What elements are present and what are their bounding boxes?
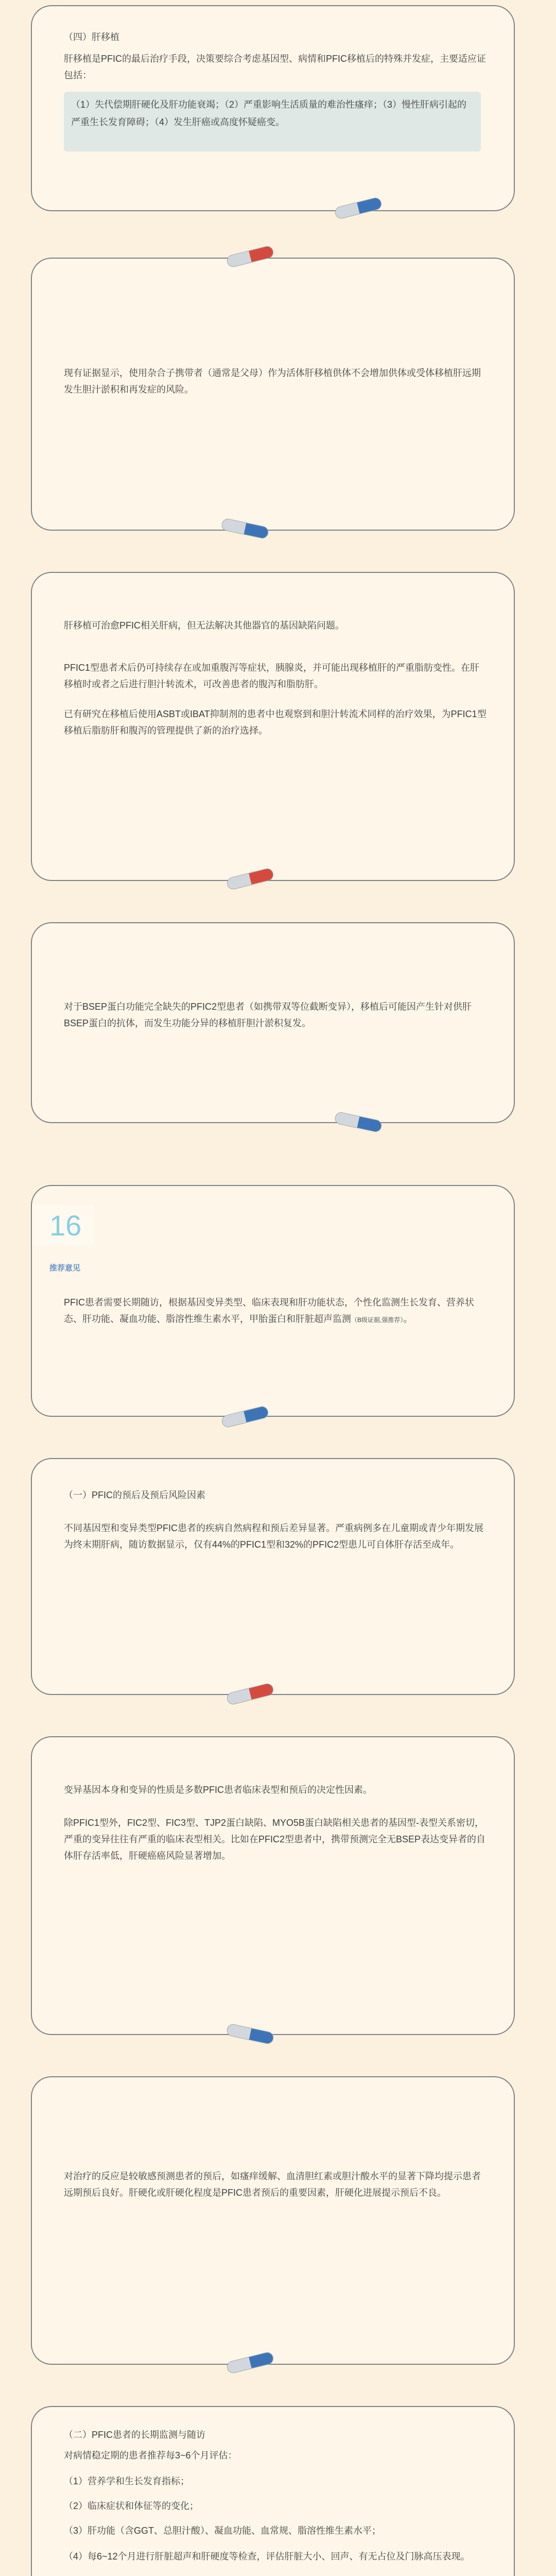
paragraph: 肝移植可治愈PFIC相关肝病，但无法解决其他器官的基因缺陷问题。 — [64, 620, 344, 631]
paragraph: 对病情稳定期的患者推荐每3~6个月评估： — [64, 2450, 237, 2461]
punct: 。 — [403, 1314, 413, 1324]
card-liver-transplant — [31, 5, 515, 211]
list-item: （4）每6~12个月进行肝脏超声和肝硬度等检查，评估肝脏大小、回声、有无占位及门脉高压表现。 — [64, 2551, 470, 2562]
evidence-grade: （B级证据,强推荐） — [351, 1316, 404, 1324]
paragraph: 现有证据显示，使用杂合子携带者（通常是父母）作为活体肝移植供体不会增加供体或受体移植肝远期发生胆汁淤积和再发症的风险。 — [64, 368, 481, 395]
list-item: （1）营养学和生长发育指标； — [64, 2476, 190, 2486]
card-living-donor — [31, 258, 515, 531]
card-monitoring — [31, 2406, 515, 2576]
section-heading: （一）PFIC的预后及预后风险因素 — [64, 1490, 205, 1500]
list-item: （3）肝功能（含GGT、总胆汁酸）、凝血功能、血常规、脂溶性维生素水平； — [64, 2526, 381, 2536]
paragraph: PFIC1型患者术后仍可持续存在或加重腹泻等症状，胰腺炎，并可能出现移植肝的严重脂肪变性。在肝移植时或者之后进行胆汁转流术，可改善患者的腹泻和脂肪肝。 — [64, 663, 480, 689]
indications-list: （1）失代偿期肝硬化及肝功能衰竭；（2）严重影响生活质量的难治性瘙痒；（3）慢性肝病引起的严重生长发育障碍；（4）发生肝癌或高度怀疑癌变。 — [71, 99, 467, 127]
paragraph: 已有研究在移植后使用ASBT或IBAT抑制剂的患者中也观察到和胆汁转流术同样的治疗效果，为PFIC1型移植后脂肪肝和腹泻的管理提供了新的治疗选择。 — [64, 709, 486, 736]
card-prognosis — [31, 1458, 515, 1695]
card-genotype-phenotype — [31, 1736, 515, 2035]
paragraph: 对于BSEP蛋白功能完全缺失的PFIC2型患者（如携带双等位截断变异），移植后可能因产生针对供肝BSEP蛋白的抗体，而发生功能分异的移植肝胆汁淤积复发。 — [64, 1002, 472, 1028]
card-recommendation-16 — [31, 1185, 515, 1417]
section-heading: （四）肝移植 — [64, 32, 119, 42]
paragraph: 不同基因型和变异类型PFIC患者的疾病自然病程和预后差异显著。严重病例多在儿童期或青少年期发展为终末期肝病，随访数据显示，仅有44%的PFIC1型和32%的PFIC2型患儿可自体肝存活至成年。 — [64, 1523, 483, 1550]
recommendation-number: 16 — [49, 1209, 82, 1242]
paragraph: 除PFIC1型外，FIC2型、FIC3型、TJP2蛋白缺陷、MYO5B蛋白缺陷相关患者的基因型-表型关系密切，严重的变异往往有严重的临床表型相关。比如在PFIC2型患者中，携带预测完全无BSEP表达变异者的自体肝存活率低，肝硬癌癌风险显著增加。 — [64, 1818, 486, 1861]
list-item: （2）临床症状和体征等的变化； — [64, 2501, 199, 2511]
paragraph: 对治疗的反应是较敏感预测患者的预后，如瘙痒缓解、血清胆红素或胆汁酸水平的显著下降均提示患者远期预后良好。肝硬化或肝硬化程度是PFIC患者预后的重要因素，肝硬化进展提示预后不良。 — [64, 2171, 481, 2198]
paragraph: 肝移植是PFIC的最后治疗手段，决策要综合考虑基因型、病情和PFIC移植后的特殊并发症，主要适应证包括： — [64, 54, 486, 80]
recommendation-text — [64, 1294, 487, 1328]
card-treatment-response — [31, 2076, 515, 2365]
paragraph: 变异基因本身和变异的性质是多数PFIC患者临床表型和预后的决定性因素。 — [64, 1785, 372, 1795]
section-heading: （二）PFIC患者的长期监测与随访 — [64, 2430, 205, 2440]
card-transplant-limitations — [31, 572, 515, 881]
recommendation-title: 推荐意见 — [49, 1264, 81, 1273]
recommendation-body: PFIC患者需要长期随访，根据基因变异类型、临床表现和肝功能状态，个性化监测生长发育、营养状态、肝功能、凝血功能、脂溶性维生素水平，甲胎蛋白和肝脏超声监测 — [64, 1297, 474, 1324]
card-bsep-recurrence — [31, 922, 515, 1123]
